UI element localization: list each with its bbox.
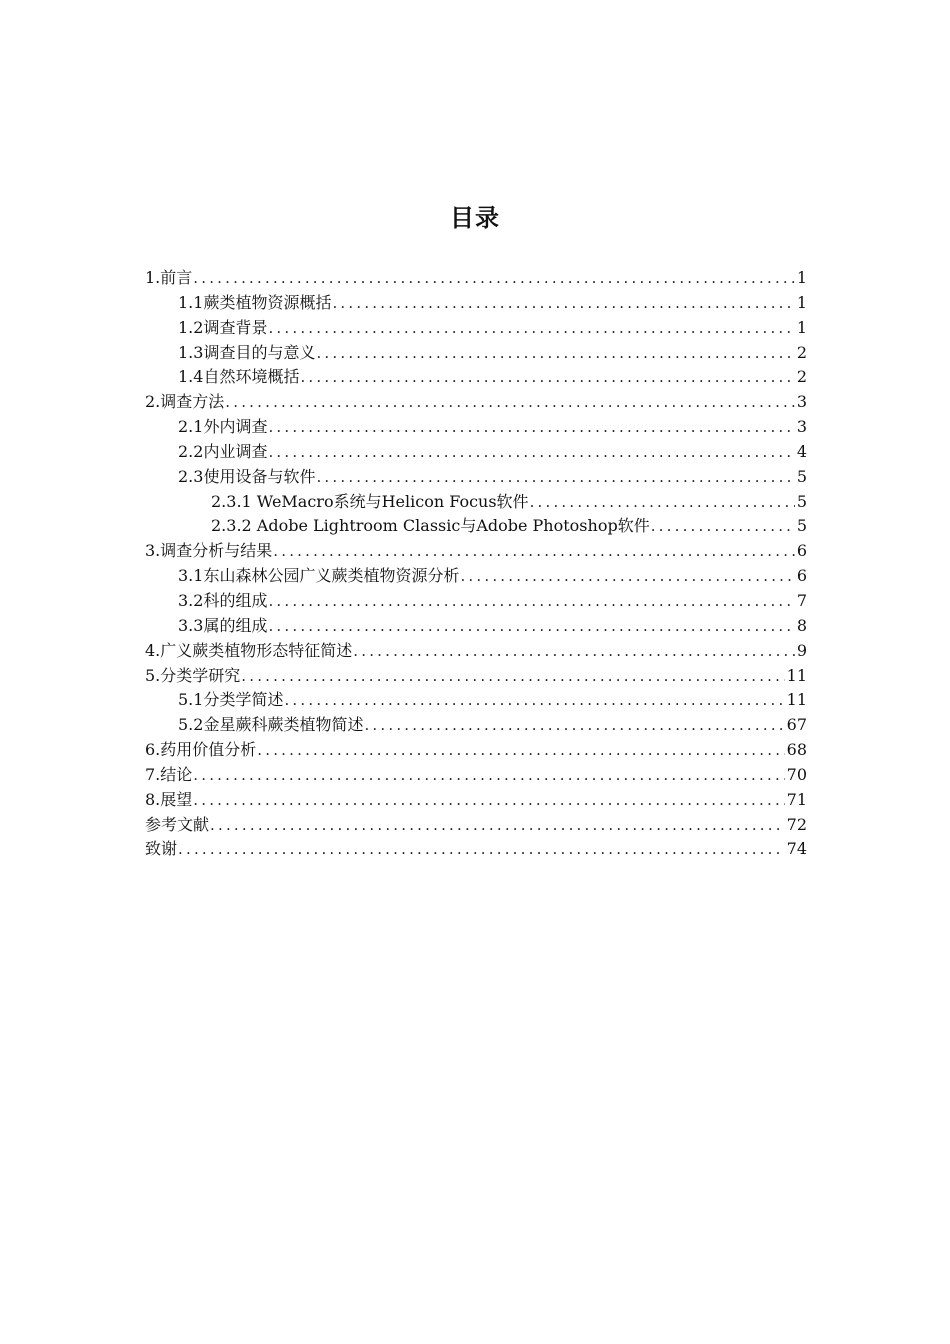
toc-entry-page-number: 67 [786,715,807,735]
toc-entry-page-number: 5 [796,466,807,486]
dot-leader [241,664,784,689]
toc-entry-page-number: 1 [796,268,807,287]
dot-leader [316,341,794,366]
toc-entry-title: 2.3.1 WeMacro系统与Helicon Focus软件 [211,491,529,511]
dot-leader [268,415,794,440]
toc-entry[interactable] [145,639,807,664]
toc-entry[interactable] [145,564,807,589]
dot-leader [268,316,794,341]
toc-entry-title: 7.结论 [145,764,193,784]
toc-entry-title: 3.2科的组成 [178,590,268,610]
toc-entry-title: 2.3使用设备与软件 [178,466,316,486]
toc-entry[interactable] [145,465,807,490]
toc-entry-title: 1.前言 [145,268,193,287]
toc-entry-page-number: 3 [796,392,807,412]
toc-entry[interactable] [145,341,807,366]
toc-entry[interactable] [145,291,807,316]
toc-entry-page-number: 68 [786,740,807,760]
dot-leader [273,539,795,564]
dot-leader [210,813,785,838]
toc-entry-title: 5.1分类学简述 [178,690,284,710]
dot-leader [193,763,784,788]
toc-entry[interactable] [145,614,807,639]
toc-entry[interactable] [145,415,807,440]
toc-entry[interactable] [145,316,807,341]
dot-leader [316,465,794,490]
toc-entry-page-number: 71 [786,789,807,809]
toc-entry-page-number: 70 [786,764,807,784]
toc-entry-title: 5.分类学研究 [145,665,241,685]
table-of-contents [145,266,807,862]
toc-entry-title: 1.3调查目的与意义 [178,342,316,362]
toc-entry[interactable] [145,813,807,838]
dot-leader [460,564,794,589]
dot-leader [268,589,794,614]
dot-leader [193,788,784,813]
toc-entry-title: 致谢 [145,839,178,859]
dot-leader [284,688,784,713]
toc-entry[interactable] [145,738,807,763]
toc-entry-title: 1.1蕨类植物资源概括 [178,292,332,312]
toc-entry[interactable] [145,837,807,862]
toc-entry-title: 3.3属的组成 [178,615,268,635]
toc-entry-page-number: 1 [796,292,807,312]
dot-leader [178,837,785,862]
dot-leader [353,639,795,664]
dot-leader [268,440,794,465]
toc-entry-page-number: 72 [786,814,807,834]
toc-entry-title: 1.2调查背景 [178,317,268,337]
toc-entry-title: 参考文献 [145,814,210,834]
toc-entry[interactable] [145,266,807,291]
toc-entry[interactable] [145,688,807,713]
toc-entry-page-number: 2 [796,367,807,387]
dot-leader [332,291,794,316]
dot-leader [193,266,795,291]
toc-entry[interactable] [145,763,807,788]
toc-entry[interactable] [145,390,807,415]
toc-entry[interactable] [145,589,807,614]
dot-leader [300,365,794,390]
toc-title: 目录 [450,204,500,232]
toc-entry[interactable] [145,788,807,813]
dot-leader [530,490,795,515]
toc-entry-page-number: 3 [796,417,807,437]
dot-leader [225,390,795,415]
toc-entry-title: 4.广义蕨类植物形态特征简述 [145,640,353,660]
toc-entry[interactable] [145,514,807,539]
toc-entry[interactable] [145,490,807,515]
toc-entry-page-number: 2 [796,342,807,362]
toc-entry[interactable] [145,539,807,564]
dot-leader [268,614,794,639]
toc-entry-page-number: 11 [786,690,807,710]
toc-entry-title: 6.药用价值分析 [145,740,257,760]
toc-entry-page-number: 6 [796,566,807,586]
toc-entry-title: 2.调查方法 [145,392,225,412]
toc-entry-page-number: 4 [796,441,807,461]
toc-entry-page-number: 1 [796,317,807,337]
toc-entry-title: 2.1外内调查 [178,417,268,437]
toc-entry[interactable] [145,713,807,738]
toc-entry[interactable] [145,440,807,465]
toc-entry-page-number: 5 [796,516,807,536]
toc-entry-title: 5.2金星蕨科蕨类植物简述 [178,715,364,735]
dot-leader [257,738,784,763]
dot-leader [651,514,795,539]
toc-entry-page-number: 74 [786,839,807,859]
toc-entry[interactable] [145,664,807,689]
toc-entry-title: 3.1东山森林公园广义蕨类植物资源分析 [178,566,460,586]
toc-entry-title: 8.展望 [145,789,193,809]
toc-entry-page-number: 6 [796,541,807,561]
toc-entry-page-number: 5 [796,491,807,511]
toc-entry[interactable] [145,365,807,390]
toc-entry-title: 2.3.2 Adobe Lightroom Classic与Adobe Photoshop软件 [211,516,650,536]
toc-entry-page-number: 9 [796,640,807,660]
toc-entry-title: 1.4自然环境概括 [178,367,300,387]
toc-entry-title: 3.调查分析与结果 [145,541,273,561]
toc-entry-page-number: 11 [786,665,807,685]
toc-entry-title: 2.2内业调查 [178,441,268,461]
dot-leader [364,713,784,738]
toc-entry-page-number: 7 [796,590,807,610]
toc-entry-page-number: 8 [796,615,807,635]
